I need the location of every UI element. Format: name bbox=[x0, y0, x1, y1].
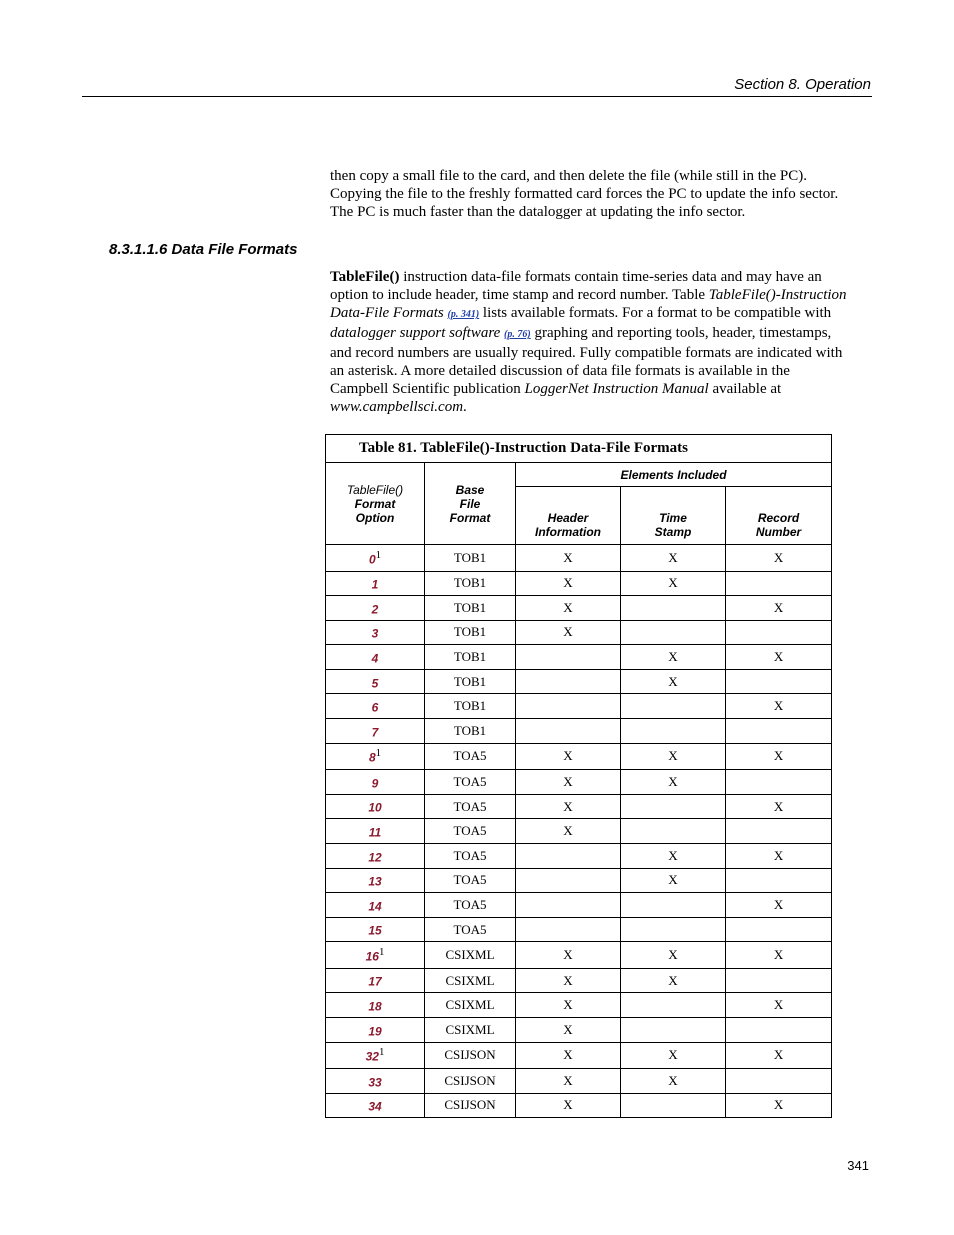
format-option-value: 6 bbox=[371, 700, 379, 715]
record-number-cell: X bbox=[726, 1093, 832, 1118]
header-information-cell: X bbox=[516, 770, 621, 795]
format-option-cell bbox=[326, 1093, 425, 1118]
time-stamp-cell bbox=[621, 596, 726, 621]
column-header-record-number: Record Number bbox=[726, 487, 832, 545]
time-stamp-cell bbox=[621, 794, 726, 819]
header-rule bbox=[82, 96, 872, 97]
base-file-format-cell: TOA5 bbox=[425, 893, 516, 918]
table-row bbox=[326, 571, 832, 596]
body-text-4: available at bbox=[708, 381, 782, 397]
header-information-cell bbox=[516, 868, 621, 893]
base-file-format-cell: TOA5 bbox=[425, 843, 516, 868]
format-option-cell bbox=[326, 571, 425, 596]
format-option-cell bbox=[326, 819, 425, 844]
format-option-cell bbox=[326, 545, 425, 572]
header-information-cell: X bbox=[516, 819, 621, 844]
format-option-value: 0 bbox=[368, 551, 376, 566]
format-option-cell bbox=[326, 942, 425, 969]
base-file-format-cell: TOB1 bbox=[425, 596, 516, 621]
table-row bbox=[326, 843, 832, 868]
record-number-cell bbox=[726, 719, 832, 744]
record-number-cell: X bbox=[726, 545, 832, 572]
header-information-cell bbox=[516, 669, 621, 694]
format-option-cell bbox=[326, 1042, 425, 1069]
table-row bbox=[326, 694, 832, 719]
format-option-cell bbox=[326, 993, 425, 1018]
table-row bbox=[326, 596, 832, 621]
body-text-2: lists available formats. For a format to be compatible with bbox=[479, 305, 832, 321]
format-option-value: 17 bbox=[368, 974, 382, 989]
header-information-cell bbox=[516, 645, 621, 670]
header-information-cell: X bbox=[516, 743, 621, 770]
time-stamp-cell bbox=[621, 719, 726, 744]
record-number-cell bbox=[726, 968, 832, 993]
time-stamp-cell bbox=[621, 1093, 726, 1118]
table-row bbox=[326, 968, 832, 993]
base-file-format-cell: TOA5 bbox=[425, 770, 516, 795]
format-option-cell bbox=[326, 694, 425, 719]
record-number-cell bbox=[726, 669, 832, 694]
time-stamp-cell: X bbox=[621, 843, 726, 868]
format-option-value: 1 bbox=[371, 577, 379, 592]
footnote-marker: 1 bbox=[375, 747, 382, 760]
record-number-cell bbox=[726, 571, 832, 596]
table-row bbox=[326, 819, 832, 844]
manual-reference: LoggerNet Instruction Manual bbox=[524, 381, 709, 397]
time-stamp-cell bbox=[621, 620, 726, 645]
column-group-elements-included: Elements Included bbox=[516, 463, 832, 487]
format-option-value: 2 bbox=[371, 602, 379, 617]
header-information-cell: X bbox=[516, 794, 621, 819]
record-number-cell bbox=[726, 1018, 832, 1043]
format-option-cell bbox=[326, 868, 425, 893]
format-option-value: 33 bbox=[368, 1075, 382, 1090]
running-header: Section 8. Operation bbox=[734, 76, 871, 93]
format-option-cell bbox=[326, 620, 425, 645]
table-row bbox=[326, 893, 832, 918]
record-number-cell: X bbox=[726, 993, 832, 1018]
time-stamp-cell bbox=[621, 1018, 726, 1043]
footnote-marker: 1 bbox=[378, 945, 385, 958]
table-row bbox=[326, 545, 832, 572]
base-file-format-cell: CSIXML bbox=[425, 942, 516, 969]
record-number-cell: X bbox=[726, 1042, 832, 1069]
table-row bbox=[326, 743, 832, 770]
column-header-header-information: Header Information bbox=[516, 487, 621, 545]
base-file-format-cell: TOB1 bbox=[425, 620, 516, 645]
time-stamp-cell: X bbox=[621, 968, 726, 993]
time-stamp-cell: X bbox=[621, 942, 726, 969]
header-information-cell: X bbox=[516, 596, 621, 621]
format-option-cell bbox=[326, 743, 425, 770]
record-number-cell bbox=[726, 917, 832, 942]
page-link-76[interactable]: (p. 76) bbox=[504, 329, 531, 340]
record-number-cell bbox=[726, 1069, 832, 1094]
column-header-format-option: TableFile() Format Option bbox=[326, 463, 425, 545]
header-information-cell: X bbox=[516, 968, 621, 993]
base-file-format-cell: TOA5 bbox=[425, 794, 516, 819]
header-information-cell: X bbox=[516, 571, 621, 596]
record-number-cell: X bbox=[726, 645, 832, 670]
format-option-value: 19 bbox=[368, 1023, 382, 1038]
base-file-format-cell: CSIJSON bbox=[425, 1069, 516, 1094]
table-row bbox=[326, 719, 832, 744]
body-paragraph bbox=[330, 268, 850, 416]
format-option-value: 12 bbox=[368, 849, 382, 864]
table-caption: Table 81. TableFile()-Instruction Data-File Formats bbox=[326, 435, 832, 463]
time-stamp-cell bbox=[621, 893, 726, 918]
time-stamp-cell bbox=[621, 694, 726, 719]
body-text-5: . bbox=[463, 399, 467, 415]
format-option-value: 14 bbox=[368, 899, 382, 914]
format-option-cell bbox=[326, 669, 425, 694]
format-option-cell bbox=[326, 770, 425, 795]
record-number-cell: X bbox=[726, 694, 832, 719]
format-option-value: 10 bbox=[368, 800, 382, 815]
time-stamp-cell: X bbox=[621, 571, 726, 596]
time-stamp-cell bbox=[621, 917, 726, 942]
record-number-cell bbox=[726, 620, 832, 645]
format-option-cell bbox=[326, 719, 425, 744]
time-stamp-cell: X bbox=[621, 868, 726, 893]
header-information-cell: X bbox=[516, 942, 621, 969]
format-option-value: 32 bbox=[365, 1049, 379, 1064]
base-file-format-cell: TOB1 bbox=[425, 645, 516, 670]
page-link-341[interactable]: (p. 341) bbox=[447, 309, 480, 320]
record-number-cell: X bbox=[726, 794, 832, 819]
format-option-cell bbox=[326, 893, 425, 918]
column-header-base-file-format: Base File Format bbox=[425, 463, 516, 545]
time-stamp-cell: X bbox=[621, 545, 726, 572]
base-file-format-cell: CSIXML bbox=[425, 968, 516, 993]
data-file-formats-table bbox=[325, 434, 832, 1118]
time-stamp-cell: X bbox=[621, 1042, 726, 1069]
header-information-cell: X bbox=[516, 545, 621, 572]
base-file-format-cell: CSIJSON bbox=[425, 1093, 516, 1118]
page-number: 341 bbox=[847, 1158, 869, 1173]
base-file-format-cell: CSIXML bbox=[425, 1018, 516, 1043]
table-row bbox=[326, 993, 832, 1018]
table-row bbox=[326, 770, 832, 795]
base-file-format-cell: TOB1 bbox=[425, 669, 516, 694]
footnote-marker: 1 bbox=[375, 548, 382, 561]
base-file-format-cell: TOA5 bbox=[425, 743, 516, 770]
format-option-cell bbox=[326, 1069, 425, 1094]
format-option-value: 3 bbox=[371, 626, 379, 641]
body-text-3: graphing and reporting tools, header, timestamps, and record numbers are usually required. Fully compatible formats are indicated with an asterisk. A more detailed discussion of data file formats is available in the Campbell Scientific publication bbox=[330, 325, 843, 397]
table-row bbox=[326, 942, 832, 969]
body-text-1: instruction data-file formats contain time-series data and may have an option to include header, time stamp and record number. Table bbox=[330, 269, 822, 303]
table-row bbox=[326, 917, 832, 942]
record-number-cell: X bbox=[726, 843, 832, 868]
format-option-value: 13 bbox=[368, 874, 382, 889]
table-row bbox=[326, 1018, 832, 1043]
header-information-cell bbox=[516, 719, 621, 744]
base-file-format-cell: TOA5 bbox=[425, 868, 516, 893]
format-option-value: 11 bbox=[368, 825, 382, 840]
format-option-value: 34 bbox=[368, 1099, 382, 1114]
record-number-cell: X bbox=[726, 893, 832, 918]
format-option-cell bbox=[326, 917, 425, 942]
table-row bbox=[326, 1093, 832, 1118]
time-stamp-cell: X bbox=[621, 669, 726, 694]
intro-paragraph: then copy a small file to the card, and then delete the file (while still in the PC). Copying the file to the freshly formatted card forces the PC to update the info sector. The PC is much faster than the datalogger at updating the info sector. bbox=[330, 168, 839, 220]
header-information-cell bbox=[516, 917, 621, 942]
website-reference: www.campbellsci.com bbox=[330, 399, 464, 415]
format-option-value: 15 bbox=[368, 923, 382, 938]
record-number-cell: X bbox=[726, 942, 832, 969]
base-file-format-cell: TOA5 bbox=[425, 819, 516, 844]
table-reference: TableFile()-Instruction Data-File Formats bbox=[330, 287, 847, 321]
header-information-cell: X bbox=[516, 1069, 621, 1094]
table-row bbox=[326, 1042, 832, 1069]
record-number-cell bbox=[726, 819, 832, 844]
format-option-value: 5 bbox=[371, 675, 379, 690]
format-option-value: 7 bbox=[371, 725, 379, 740]
record-number-cell: X bbox=[726, 596, 832, 621]
footnote-marker: 1 bbox=[378, 1046, 385, 1059]
time-stamp-cell: X bbox=[621, 1069, 726, 1094]
time-stamp-cell: X bbox=[621, 645, 726, 670]
base-file-format-cell: CSIXML bbox=[425, 993, 516, 1018]
section-heading: 8.3.1.1.6 Data File Formats bbox=[109, 241, 298, 258]
format-option-cell bbox=[326, 645, 425, 670]
format-option-value: 9 bbox=[371, 776, 379, 791]
time-stamp-cell: X bbox=[621, 743, 726, 770]
table-row bbox=[326, 794, 832, 819]
time-stamp-cell: X bbox=[621, 770, 726, 795]
header-information-cell: X bbox=[516, 1018, 621, 1043]
format-option-value: 18 bbox=[368, 999, 382, 1014]
table-row bbox=[326, 620, 832, 645]
time-stamp-cell bbox=[621, 819, 726, 844]
record-number-cell bbox=[726, 868, 832, 893]
header-information-cell: X bbox=[516, 993, 621, 1018]
format-option-cell bbox=[326, 843, 425, 868]
header-information-cell: X bbox=[516, 620, 621, 645]
format-option-value: 16 bbox=[365, 949, 379, 964]
base-file-format-cell: CSIJSON bbox=[425, 1042, 516, 1069]
base-file-format-cell: TOB1 bbox=[425, 694, 516, 719]
format-option-value: 8 bbox=[368, 750, 376, 765]
column-header-time-stamp: Time Stamp bbox=[621, 487, 726, 545]
table-row bbox=[326, 868, 832, 893]
base-file-format-cell: TOB1 bbox=[425, 545, 516, 572]
record-number-cell bbox=[726, 770, 832, 795]
header-information-cell: X bbox=[516, 1042, 621, 1069]
table-row bbox=[326, 645, 832, 670]
header-information-cell bbox=[516, 893, 621, 918]
base-file-format-cell: TOB1 bbox=[425, 571, 516, 596]
tablefile-term: TableFile() bbox=[330, 269, 400, 285]
record-number-cell: X bbox=[726, 743, 832, 770]
header-information-cell bbox=[516, 694, 621, 719]
format-option-cell bbox=[326, 968, 425, 993]
time-stamp-cell bbox=[621, 993, 726, 1018]
format-option-cell bbox=[326, 794, 425, 819]
base-file-format-cell: TOB1 bbox=[425, 719, 516, 744]
header-information-cell: X bbox=[516, 1093, 621, 1118]
header-information-cell bbox=[516, 843, 621, 868]
format-option-cell bbox=[326, 1018, 425, 1043]
base-file-format-cell: TOA5 bbox=[425, 917, 516, 942]
software-reference: datalogger support software bbox=[330, 325, 501, 341]
table-row bbox=[326, 669, 832, 694]
format-option-value: 4 bbox=[371, 651, 379, 666]
table-row bbox=[326, 1069, 832, 1094]
format-option-cell bbox=[326, 596, 425, 621]
